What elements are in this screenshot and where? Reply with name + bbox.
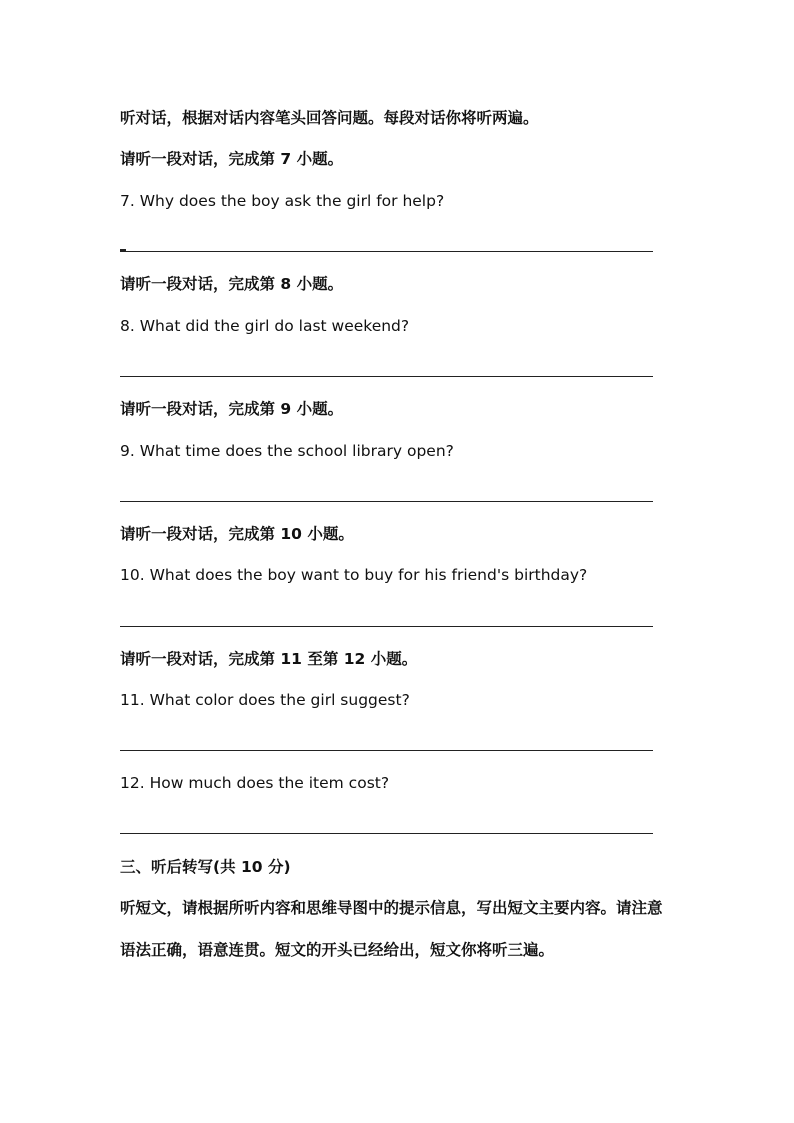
question-9: 9. What time does the school library open? xyxy=(120,442,454,460)
instruction-q9: 请听一段对话，完成第 9 小题。 xyxy=(120,400,344,418)
answer-line-10[interactable] xyxy=(120,626,653,627)
instruction-q8: 请听一段对话，完成第 8 小题。 xyxy=(120,275,344,293)
section-description-line-2: 语法正确，语意连贯。短文的开头已经给出，短文你将听三遍。 xyxy=(120,941,555,959)
answer-line-9[interactable] xyxy=(120,501,653,502)
question-11: 11. What color does the girl suggest? xyxy=(120,691,410,709)
section-instructions: 听对话，根据对话内容笔头回答问题。每段对话你将听两遍。 xyxy=(120,109,539,127)
question-10: 10. What does the boy want to buy for his friend's birthday? xyxy=(120,566,588,584)
answer-line-7[interactable] xyxy=(120,251,653,252)
question-12: 12. How much does the item cost? xyxy=(120,774,390,792)
section-description-line-1: 听短文，请根据所听内容和思维导图中的提示信息，写出短文主要内容。请注意 xyxy=(120,899,663,917)
answer-line-12[interactable] xyxy=(120,833,653,834)
section-title: 三、听后转写(共 10 分) xyxy=(120,858,291,876)
answer-line-8[interactable] xyxy=(120,376,653,377)
question-8: 8. What did the girl do last weekend? xyxy=(120,317,410,335)
answer-line-11[interactable] xyxy=(120,750,653,751)
instruction-q11-12: 请听一段对话，完成第 11 至第 12 小题。 xyxy=(120,650,418,668)
instruction-q10: 请听一段对话，完成第 10 小题。 xyxy=(120,525,354,543)
instruction-q7: 请听一段对话，完成第 7 小题。 xyxy=(120,150,344,168)
question-7: 7. Why does the boy ask the girl for help? xyxy=(120,192,445,210)
